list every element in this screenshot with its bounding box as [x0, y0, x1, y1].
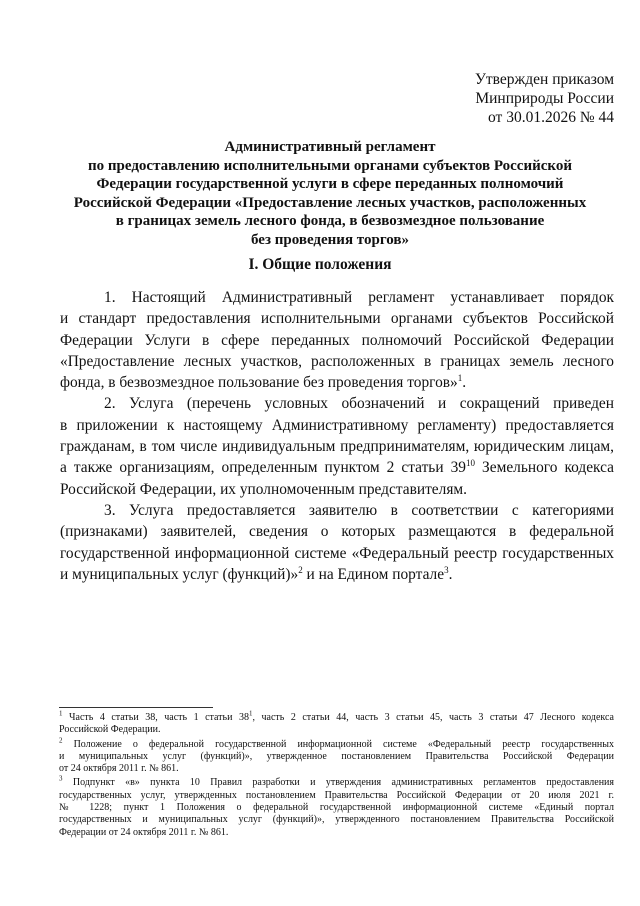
approval-line: Утвержден приказом: [474, 71, 614, 88]
title-line: по предоставлению исполнительными органами субъектов Российской: [87, 157, 572, 174]
paragraph-line: 2. Услуга (перечень условных обозначений и сокращений приведен: [104, 395, 614, 413]
document-body: [60, 287, 614, 585]
paragraph-line: [60, 564, 614, 585]
superscript: 1: [248, 709, 253, 718]
paragraph-line: Российской Федерации, их уполномоченным представителям.: [60, 480, 467, 498]
paragraph-line: 3. Услуга предоставляется заявителю в соответствии с категориями: [104, 501, 614, 519]
superscript: 10: [466, 458, 475, 469]
footnote-line: Федерации от 24 октября 2011 г. № 861.: [59, 826, 229, 838]
paragraph-line: и стандарт предоставления исполнительными органами субъектов Российской: [60, 310, 614, 328]
footnote-line: [59, 736, 614, 751]
paragraph-line: в приложении к настоящему Административному регламенту) предоставляется: [60, 416, 614, 434]
footnote-line: [59, 777, 614, 789]
line-text: .: [462, 374, 467, 392]
footnote-line: государственных и муниципальных услуг (функций)», утвержденного постановлением Правительства Российской: [59, 814, 614, 826]
footnotes: [59, 709, 614, 839]
line-text: Положение о федеральной государственной информационной системе «Федеральный реестр государственных: [62, 738, 614, 750]
title-line: в границах земель лесного фонда, в безвозмездное пользование: [115, 213, 545, 230]
footnote-line: Российской Федерации.: [59, 724, 161, 736]
section-heading: I. Общие положения: [248, 256, 392, 273]
footnote-2: [59, 736, 614, 776]
line-text: и муниципальных услуг (функций)»: [60, 565, 299, 583]
title-line: без проведения торгов»: [251, 231, 409, 248]
line-text: фонда, в безвозмездное пользование без проведения торгов»: [60, 374, 458, 392]
paragraph-line: [60, 457, 614, 478]
footnote-line: [59, 709, 614, 724]
line-text: и на Едином портале: [302, 565, 445, 583]
footnote-line: государственных услуг, утвержденных постановлением Правительства Российской Федерации от 20 июля 2021 г.: [59, 789, 614, 801]
line-text: Земельного кодекса: [475, 459, 615, 477]
footnote-ref: 2: [298, 564, 303, 575]
footnote-mark: 3: [59, 775, 63, 784]
paragraph-3: [60, 500, 614, 585]
paragraph-line: 1. Настоящий Административный регламент устанавливает порядок: [104, 289, 614, 306]
footnote-mark: 1: [59, 709, 63, 718]
line-text: Часть 4 статьи 38, часть 1 статьи 38: [62, 712, 249, 723]
footnote-separator: [59, 707, 213, 708]
line-text: .: [448, 565, 453, 583]
title-line: Российской Федерации «Предоставление лесных участков, расположенных: [73, 194, 587, 211]
paragraph-line: гражданам, в том числе индивидуальным предпринимателям, юридическим лицам,: [60, 438, 614, 456]
paragraph-line: [60, 372, 614, 393]
title-line: Федерации государственной услуги в сфере переданных полномочий: [96, 176, 564, 193]
approval-line: Минприроды России: [475, 90, 614, 107]
footnote-mark: 2: [59, 736, 63, 745]
line-text: Подпункт «в» пункта 10 Правил разработки и утверждения административных регламентов предоставления: [62, 777, 614, 789]
paragraph-line: государственной информационной системе «Федеральный реестр государственных: [60, 544, 614, 562]
paragraph-line: «Предоставление лесных участков, расположенных в границах земель лесного: [60, 352, 614, 370]
title-line: Административный регламент: [224, 139, 436, 155]
document-title: [70, 138, 590, 250]
paragraph-2: [60, 393, 614, 499]
footnote-ref: 3: [444, 564, 449, 575]
footnote-ref: 1: [457, 373, 463, 384]
paragraph-line: (признаками) заявителей, сведения о которых размещаются в федеральной: [60, 523, 614, 541]
approval-stamp: [475, 70, 614, 127]
footnote-line: от 24 октября 2011 г. № 861.: [59, 763, 179, 775]
paragraph-line: Федерации Услуги в сфере переданных полномочий Российской Федерации: [60, 331, 614, 349]
footnote-3: [59, 777, 614, 838]
paragraph-1: [60, 287, 614, 393]
footnote-line: № 1228; пункт 1 Положения о федеральной государственной информационной системе «Единый портал: [59, 802, 614, 814]
line-text: , часть 2 статьи 44, часть 3 статьи 45, часть 3 статьи 47 Лесного кодекса: [252, 712, 614, 723]
line-text: а также организациям, определенным пунктом 2 статьи 39: [60, 459, 466, 477]
footnote-line: и муниципальных услуг (функций)», утвержденное постановлением Правительства Российской Федерации: [59, 750, 614, 762]
approval-line: от 30.01.2026 № 44: [488, 109, 614, 126]
footnote-1: [59, 709, 614, 737]
